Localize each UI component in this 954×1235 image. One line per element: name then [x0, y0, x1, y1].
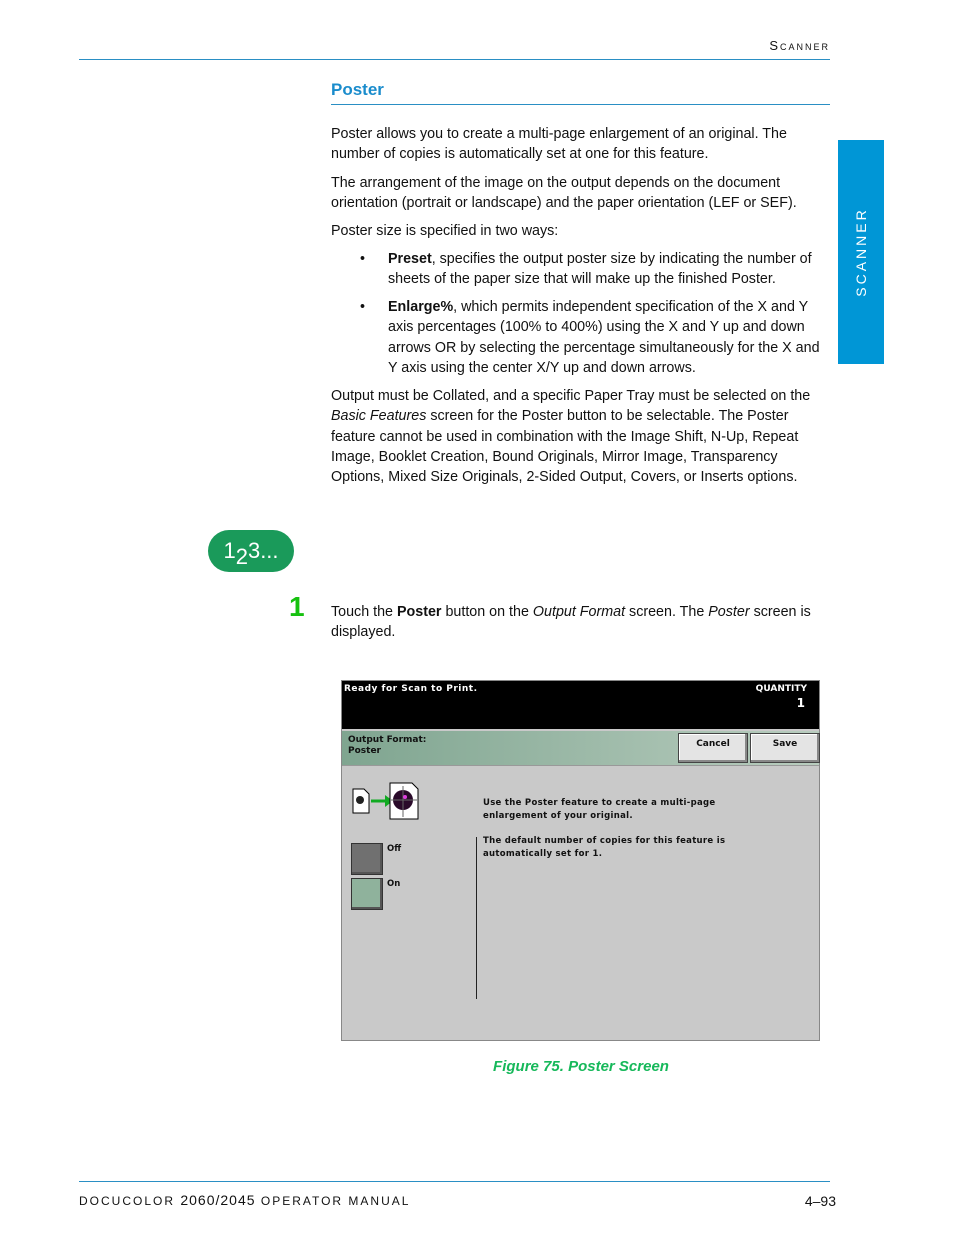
paragraph-text: The arrangement of the image on the output depends on the document orientation (portrait or landscape) and the paper orientation (LEF or SEF). [331, 175, 797, 212]
paragraph-text: Poster size is specified in two ways: [331, 223, 559, 239]
paragraph-3 [331, 221, 831, 241]
bullet-desc: , which permits independent specification of the X and Y axis percentages (100% to 400%) using the X and Y up and down arrows OR by selecting the percentage simultaneously for the X and Y axis using the center X/Y up and down arrows. [388, 299, 820, 376]
figure-caption: Figure 75. Poster Screen [493, 1058, 669, 1075]
save-button[interactable]: Save [750, 733, 820, 763]
quantity-label: QUANTITY [755, 684, 807, 694]
on-button[interactable] [351, 878, 383, 910]
screen-status-bar [342, 681, 819, 729]
page-number: 4–93 [804, 1193, 836, 1209]
note-italic: Basic Features [331, 408, 427, 425]
off-label: Off [387, 844, 402, 854]
step-italic: Output Format [532, 604, 626, 620]
footer-title [79, 1192, 410, 1208]
poster-screen [341, 680, 820, 1041]
footer-rule [79, 1181, 830, 1182]
step-italic: Poster [708, 604, 750, 620]
footer-brand: DOCUCOLOR [79, 1194, 181, 1208]
badge-rest: 3... [247, 538, 279, 563]
header-rule [79, 59, 830, 60]
desc-line: enlargement of your original. [483, 811, 633, 821]
steps-badge-icon [208, 530, 294, 572]
bullet-term: Enlarge% [388, 299, 454, 315]
description-text-1 [483, 797, 715, 823]
off-button[interactable] [351, 843, 383, 875]
step-number: 1 [289, 591, 305, 622]
divider-line [476, 837, 477, 999]
desc-line: Use the Poster feature to create a multi-page [483, 798, 716, 808]
paragraph-text: Poster allows you to create a multi-page enlargement of an original. The number of copies is automatically set at one for this feature. [331, 126, 787, 163]
footer-model: 2060/2045 [180, 1192, 256, 1208]
bullet-dot: • [360, 251, 366, 267]
section-title: Poster [331, 80, 384, 99]
note-text: screen for the Poster button to be selectable. The Poster feature cannot be used in combination with the Image Shift, N-Up, Repeat Image, Booklet Creation, Bound Originals, Mirror Image, Transparency Options, Mixed Size Originals, 2-Sided Output, Covers, or Inserts options. [331, 408, 799, 486]
screen-title [348, 735, 426, 757]
paragraph-1 [331, 124, 831, 165]
step-text: screen. The [625, 604, 709, 620]
step-text: button on the [441, 604, 533, 620]
step-text: Touch the [331, 604, 397, 620]
quantity-value: 1 [796, 696, 805, 710]
running-header: Scanner [769, 38, 830, 53]
step-text: screen is displayed. [331, 604, 811, 641]
side-tab-label: SCANNER [853, 207, 869, 297]
bullet-text [388, 249, 830, 290]
badge-sub: 2 [235, 544, 248, 569]
bullet-desc: , specifies the output poster size by indicating the number of sheets of the paper size that will make up the finished Poster. [388, 251, 812, 288]
poster-icon [352, 781, 420, 821]
paragraph-2 [331, 173, 831, 214]
status-message: Ready for Scan to Print. [344, 684, 478, 694]
desc-line: The default number of copies for this feature is [483, 836, 726, 846]
screen-title-bar [342, 731, 819, 766]
title-line-2: Poster [348, 746, 381, 756]
bullet-term: Preset [388, 251, 432, 267]
section-rule [331, 104, 830, 105]
note-text: Output must be Collated, and a specific Paper Tray must be selected on the [331, 388, 811, 404]
desc-line: automatically set for 1. [483, 849, 603, 859]
on-label: On [387, 879, 401, 889]
side-tab [838, 140, 884, 364]
bullet-text [388, 297, 830, 378]
description-text-2 [483, 835, 725, 861]
bullet-dot: • [360, 299, 366, 315]
step-1-text [331, 602, 831, 643]
step-bold: Poster [396, 604, 442, 620]
cancel-button[interactable]: Cancel [678, 733, 748, 763]
title-line-1: Output Format: [348, 735, 427, 745]
restrictions-paragraph [331, 386, 831, 487]
footer-manual: OPERATOR MANUAL [255, 1194, 411, 1208]
badge-digit: 1 [223, 538, 236, 563]
